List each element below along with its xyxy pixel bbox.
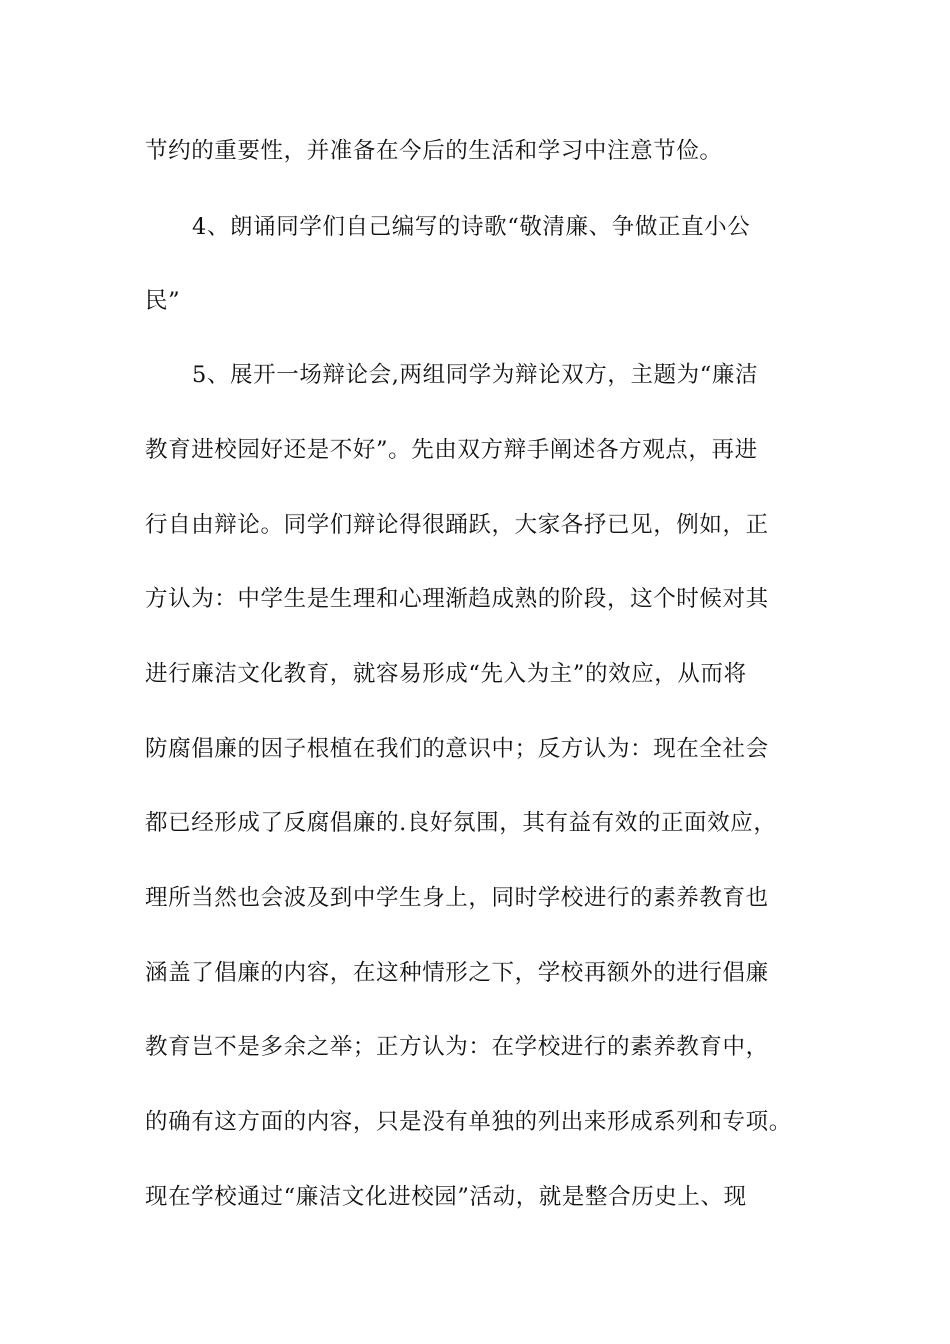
text-line-14: 的确有这方面的内容，只是没有单独的列出来形成系列和专项。 xyxy=(145,1109,792,1135)
text-line-1: 节约的重要性，并准备在今后的生活和学习中注意节俭。 xyxy=(145,138,723,164)
text-line-6: 行自由辩论。同学们辩论得很踊跃，大家各抒已见，例如，正 xyxy=(145,512,769,538)
text-line-3: 民” xyxy=(145,288,181,314)
text-line-12: 涵盖了倡廉的内容，在这种情形之下，学校再额外的进行倡廉 xyxy=(145,960,769,986)
text-line-4: 5、展开一场辩论会,两组同学为辩论双方，主题为“廉洁 xyxy=(192,362,759,388)
text-line-13: 教育岂不是多余之举；正方认为：在学校进行的素养教育中， xyxy=(145,1034,769,1060)
text-line-2: 4、朗诵同学们自己编写的诗歌“敬清廉、争做正直小公 xyxy=(192,214,751,240)
text-line-11: 理所当然也会波及到中学生身上，同时学校进行的素养教育也 xyxy=(145,885,769,911)
text-line-9: 防腐倡廉的因子根植在我们的意识中；反方认为：现在全社会 xyxy=(145,736,769,762)
text-line-10: 都已经形成了反腐倡廉的.良好氛围，其有益有效的正面效应， xyxy=(145,810,777,836)
text-line-7: 方认为：中学生是生理和心理渐趋成熟的阶段，这个时候对其 xyxy=(145,586,769,612)
text-line-15: 现在学校通过“廉洁文化进校园”活动，就是整合历史上、现 xyxy=(145,1184,747,1210)
text-line-5: 教育进校园好还是不好”。先由双方辩手阐述各方观点，再进 xyxy=(145,437,758,463)
text-line-8: 进行廉洁文化教育，就容易形成“先入为主”的效应，从而将 xyxy=(145,661,747,687)
